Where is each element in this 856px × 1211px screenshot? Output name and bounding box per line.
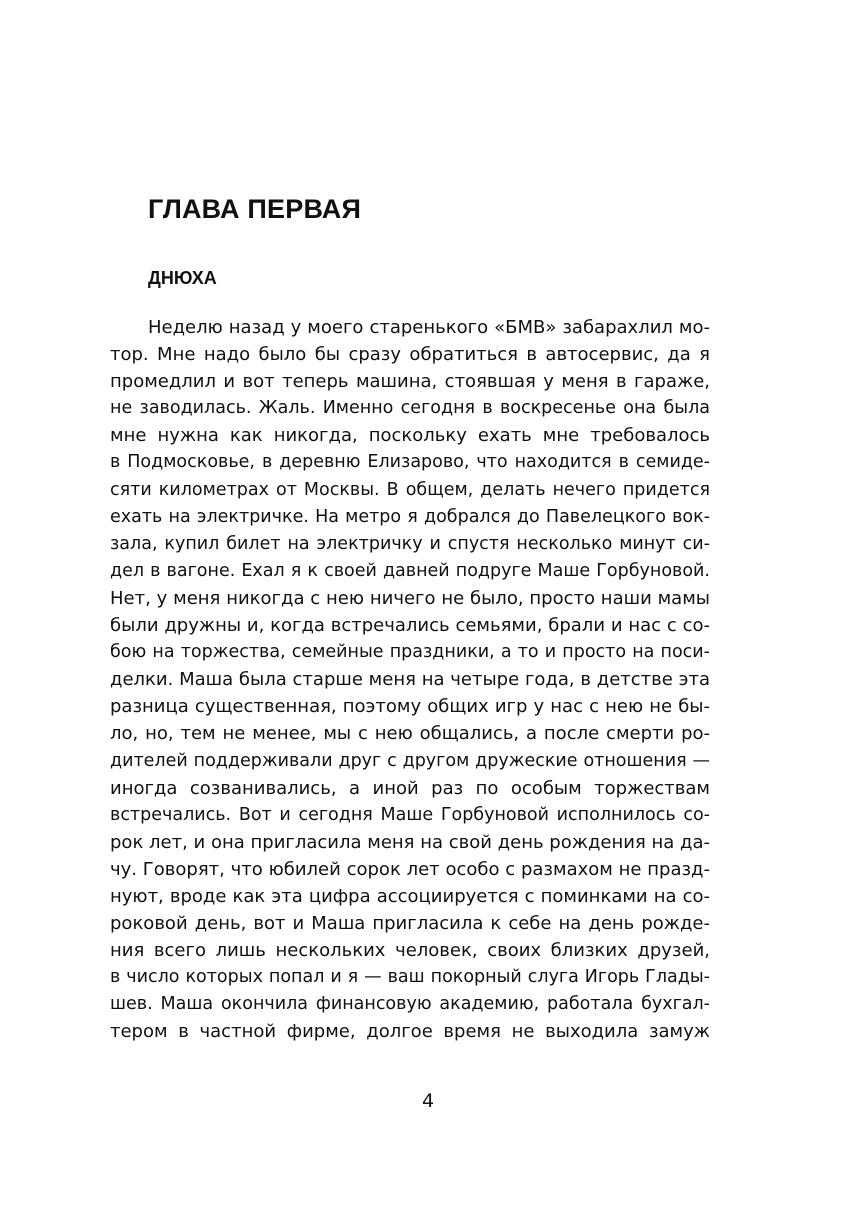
text-line: чу. Говорят, что юбилей сорок лет особо с размахом не празд- xyxy=(110,858,710,880)
text-line: роковой день, вот и Маша пригласила к себе на день рожде- xyxy=(110,913,710,935)
text-line: промедлил и вот теперь машина, стоявшая у меня в гараже, xyxy=(110,371,710,393)
text-line: в Подмосковье, в деревню Елизарово, что находится в семиде- xyxy=(110,452,710,473)
chapter-title: ГЛАВА ПЕРВАЯ xyxy=(148,194,362,224)
text-line: нуют, вроде как эта цифра ассоциируется с поминками на со- xyxy=(110,885,710,907)
text-line: тером в частной фирме, долгое время не выходила замуж xyxy=(110,1021,710,1043)
text-line: сяти километрах от Москвы. В общем, делать нечего придется xyxy=(110,479,710,500)
text-line: зала, купил билет на электричку и спустя несколько минут си- xyxy=(110,533,710,554)
section-title: ДНЮХА xyxy=(148,268,217,288)
text-line: не заводилась. Жаль. Именно сегодня в воскресенье она была xyxy=(110,398,710,419)
text-line: дел в вагоне. Ехал я к своей давней подруге Маше Горбуновой. xyxy=(110,560,710,581)
text-line: были дружны и, когда встречались семьями, брали и нас с со- xyxy=(110,615,710,637)
text-line: мне нужна как никогда, поскольку ехать мне требовалось xyxy=(110,425,710,447)
text-line: рок лет, и она пригласила меня на свой день рождения на да- xyxy=(110,831,710,853)
body-text xyxy=(110,314,710,1046)
text-line: шев. Маша окончила финансовую академию, работала бухгал- xyxy=(110,994,710,1015)
text-line: тор. Мне надо было бы сразу обратиться в автосервис, да я xyxy=(110,344,710,366)
text-line: дителей поддерживали друг с другом дружеские отношения — xyxy=(110,750,710,771)
text-line: встречались. Вот и сегодня Маше Горбуновой исполнилось со- xyxy=(110,804,710,825)
text-line: иногда созванивались, а иной раз по особым торжествам xyxy=(110,777,710,799)
text-line: ло, но, тем не менее, мы с нею общались, а после смерти ро- xyxy=(110,723,710,745)
text-line: Нет, у меня никогда с нею ничего не было, просто наши мамы xyxy=(110,587,710,609)
page-number: 4 xyxy=(421,1090,435,1112)
text-line: Неделю назад у моего старенького «БМВ» забарахлил мо- xyxy=(148,317,710,338)
text-line: ехать на электричке. На метро я добрался до Павелецкого вок- xyxy=(110,506,710,527)
text-line: делки. Маша была старше меня на четыре года, в детстве эта xyxy=(110,669,710,691)
text-line: разница существенная, поэтому общих игр у нас с нею не бы- xyxy=(110,696,710,718)
text-line: в число которых попал и я — ваш покорный слуга Игорь Глады- xyxy=(110,967,710,988)
text-line: бою на торжества, семейные праздники, а то и просто на поси- xyxy=(110,642,710,663)
text-line: ния всего лишь нескольких человек, своих близких друзей, xyxy=(110,940,710,962)
